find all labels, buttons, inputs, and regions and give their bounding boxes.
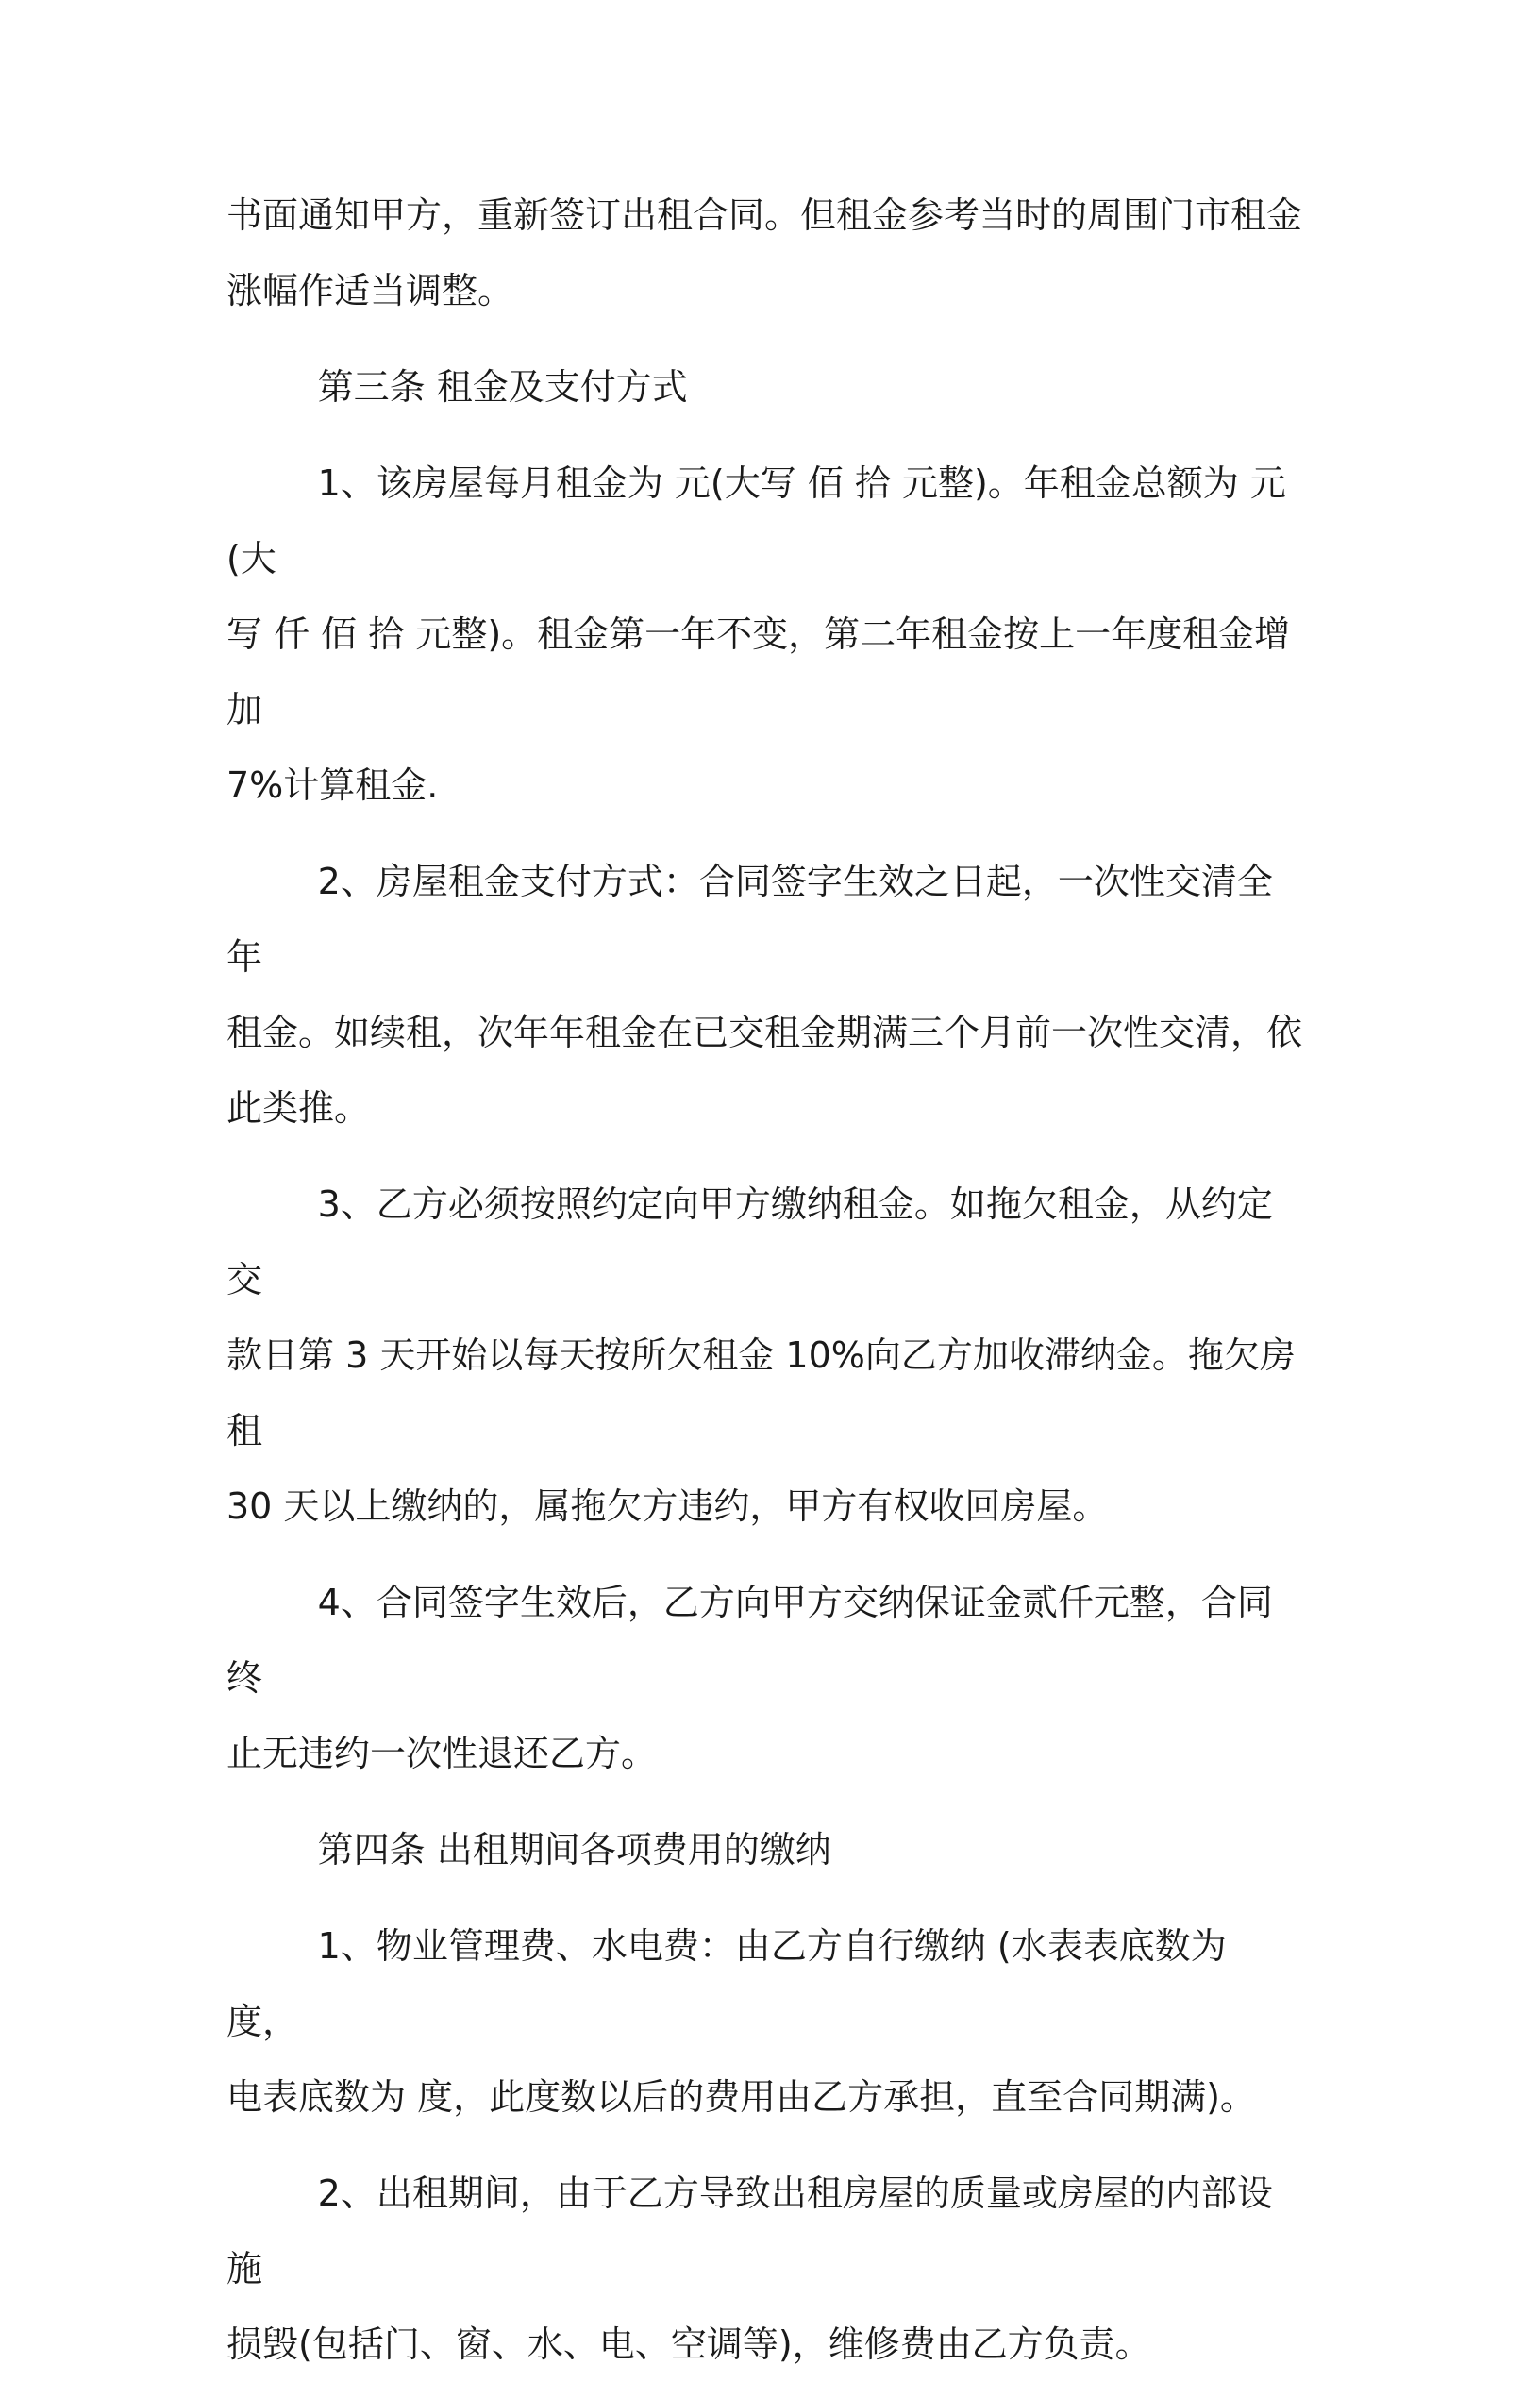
text-line: 电表底数为 度，此度数以后的费用由乙方承担，直至合同期满)。 [226, 2076, 1256, 2118]
article-heading: 第三条 租金及支付方式 [226, 366, 688, 408]
text-line: 损毁(包括门、窗、水、电、空调等)，维修费由乙方负责。 [226, 2323, 1151, 2365]
text-line: 2、出租期间，由于乙方导致出租房屋的质量或房屋的内部设施 [226, 2172, 1273, 2290]
text-line: 3、乙方必须按照约定向甲方缴纳租金。如拖欠租金，从约定交 [226, 1183, 1273, 1300]
text-line: 涨幅作适当调整。 [226, 270, 514, 311]
text-line: 1、该房屋每月租金为 元(大写 佰 拾 元整)。年租金总额为 元(大 [226, 462, 1286, 579]
text-line: 止无违约一次性退还乙方。 [226, 1733, 658, 1774]
text-line: 书面通知甲方，重新签订出租合同。但租金参考当时的周围门市租金 [226, 194, 1303, 236]
text-line: 30 天以上缴纳的，属拖欠方违约，甲方有权收回房屋。 [226, 1485, 1109, 1527]
text-line: 1、物业管理费、水电费：由乙方自行缴纳 (水表表底数为 度， [226, 1925, 1238, 2042]
text-line: 写 仟 佰 拾 元整)。租金第一年不变，第二年租金按上一年度租金增加 [226, 613, 1291, 730]
text-line: 2、房屋租金支付方式：合同签字生效之日起，一次性交清全年 [226, 861, 1273, 978]
text-line: 此类推。 [226, 1087, 371, 1129]
text-line: 款日第 3 天开始以每天按所欠租金 10%向乙方加收滞纳金。拖欠房租 [226, 1334, 1296, 1451]
document-body [226, 177, 1302, 2382]
text-line: 租金。如续租，次年年租金在已交租金期满三个月前一次性交清，依 [226, 1012, 1303, 1053]
article-heading: 第四条 出租期间各项费用的缴纳 [226, 1829, 831, 1870]
text-line: 7%计算租金. [226, 764, 439, 806]
text-line: 4、合同签字生效后，乙方向甲方交纳保证金贰仟元整，合同终 [226, 1582, 1273, 1699]
